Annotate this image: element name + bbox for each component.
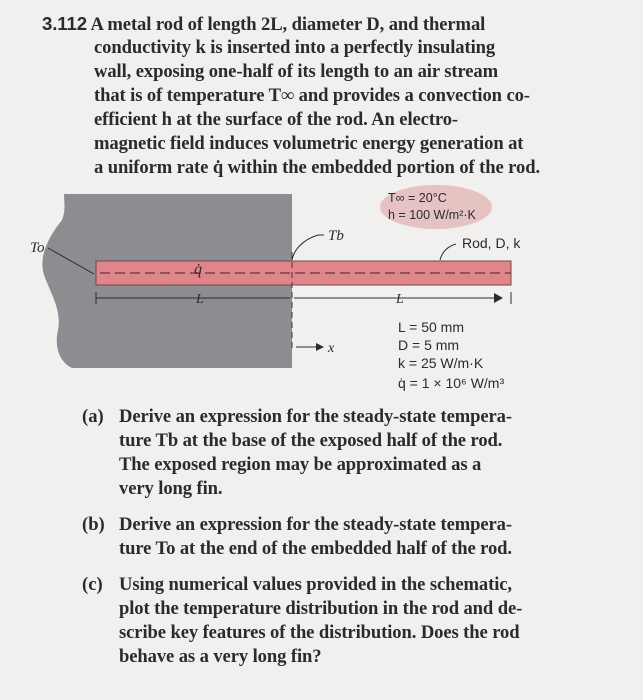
param-conductivity: k = 25 W/m·K [398, 355, 484, 371]
x-axis-label: x [328, 341, 335, 356]
part-b-line: Derive an expression for the steady-state tempera- [119, 514, 512, 535]
param-diameter: D = 5 mm [398, 337, 460, 353]
statement-line: a uniform rate q̇ within the embedded portion of the rod. [94, 157, 540, 178]
part-a-line: ture Tb at the base of the exposed half of the rod. [119, 430, 503, 451]
right-dimension-arrow [494, 293, 503, 303]
convection-coefficient-label: h = 100 W/m²·K [388, 208, 476, 222]
x-axis-arrowhead [316, 343, 324, 351]
air-temperature-label: T∞ = 20°C [388, 191, 447, 205]
right-length-label: L [396, 292, 404, 307]
part-a-line: very long fin. [119, 478, 223, 499]
tb-leader [292, 235, 318, 260]
generation-label: q̇ [194, 261, 202, 278]
statement-line: magnetic field induces volumetric energy generation at [94, 133, 524, 154]
tb-label: Tb [328, 228, 344, 244]
statement-line: efficient h at the surface of the rod. An electro- [94, 109, 459, 130]
part-c-line: Using numerical values provided in the schematic, [119, 574, 512, 595]
rod-schematic [0, 180, 643, 420]
part-c-label: (c) [82, 574, 103, 595]
rod-leader [440, 244, 456, 260]
param-length: L = 50 mm [398, 319, 465, 335]
statement-line: A metal rod of length 2L, diameter D, and thermal [90, 14, 486, 35]
part-a-line: The exposed region may be approximated as a [119, 454, 482, 475]
part-b-line: ture To at the end of the embedded half of the rod. [119, 538, 512, 559]
to-label: To [30, 240, 45, 256]
problem-number: 3.112 [42, 13, 88, 34]
part-a-line: Derive an expression for the steady-state tempera- [119, 406, 512, 427]
part-c-line: scribe key features of the distribution. Does the rod [119, 622, 520, 643]
part-b-label: (b) [82, 514, 105, 535]
statement-line: conductivity k is inserted into a perfectly insulating [94, 37, 496, 58]
statement-line: wall, exposing one-half of its length to an air stream [94, 61, 499, 82]
param-generation: q̇ = 1 × 10⁶ W/m³ [398, 375, 505, 391]
left-length-label: L [196, 292, 204, 307]
part-a-label: (a) [82, 406, 104, 427]
part-c-line: plot the temperature distribution in the rod and de- [119, 598, 523, 619]
part-c-line: behave as a very long fin? [119, 646, 322, 667]
rod-label: Rod, D, k [462, 235, 521, 251]
statement-line: that is of temperature T∞ and provides a convection co- [94, 85, 530, 106]
